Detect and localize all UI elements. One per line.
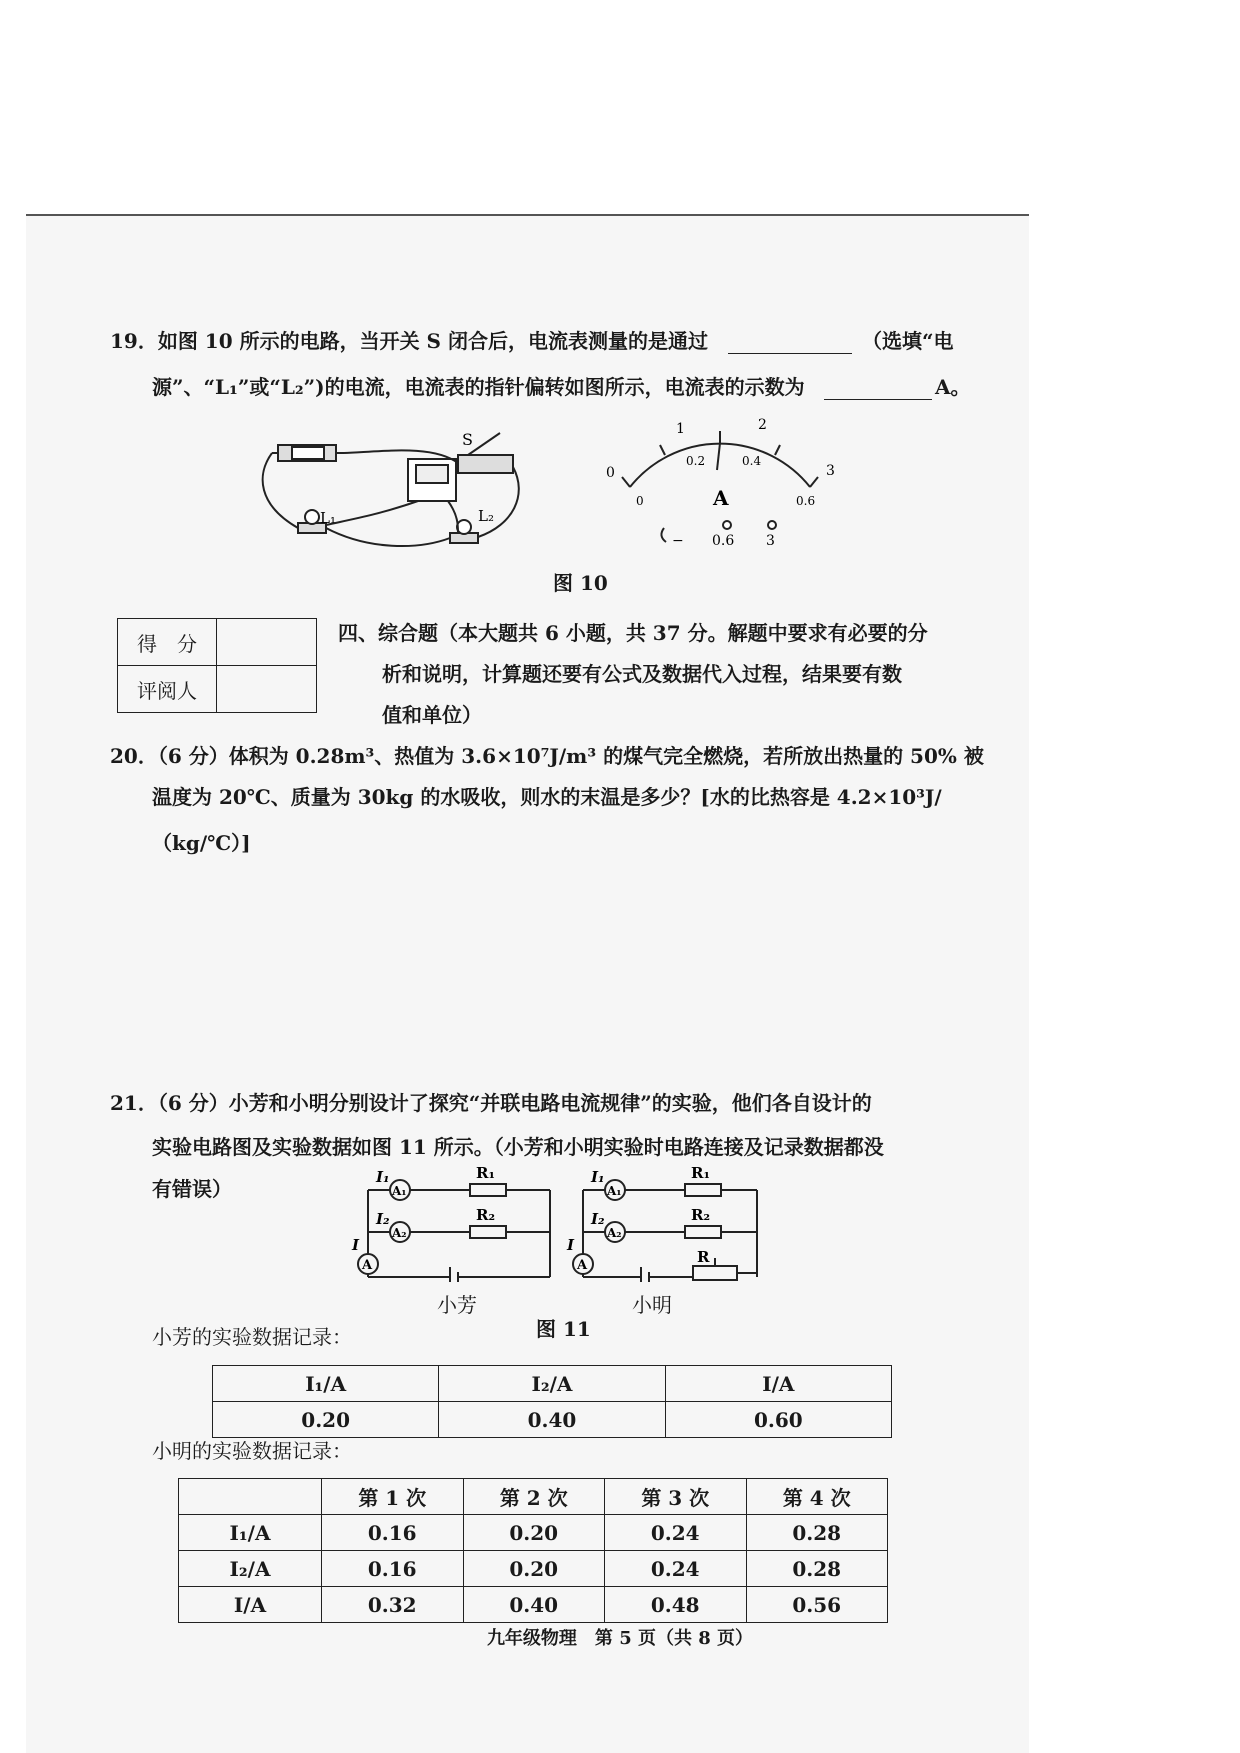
- xm-header-4: 第 4 次: [746, 1479, 888, 1515]
- meter-top-0: 0: [606, 465, 615, 481]
- xiaoming-table-title: 小明的实验数据记录：: [152, 1439, 352, 1463]
- xm-header-2: 第 2 次: [463, 1479, 605, 1515]
- q19-line1: 19．如图 10 所示的电路，当开关 S 闭合后，电流表测量的是通过: [110, 329, 708, 353]
- table-cell: 0.32: [322, 1587, 464, 1623]
- xf-label-a1: A₁: [392, 1184, 407, 1198]
- xm-label-r: R: [697, 1248, 710, 1266]
- table-row: [179, 1587, 888, 1623]
- q20-answer-area[interactable]: [152, 870, 972, 1070]
- xf-label-a: A: [362, 1258, 373, 1273]
- xf-label-i1: I₁: [376, 1168, 390, 1186]
- table-row: [179, 1479, 888, 1515]
- table-cell: 0.56: [746, 1587, 888, 1623]
- fig10-label-l2: L₂: [478, 507, 494, 525]
- q19-answer-blank-2[interactable]: [824, 398, 932, 400]
- ammeter-dial: [600, 415, 840, 555]
- q21-line2: 实验电路图及实验数据如图 11 所示。（小芳和小明实验时电路连接及记录数据都没: [152, 1135, 884, 1159]
- xf-label-a2: A₂: [392, 1226, 407, 1240]
- xm-label-a: A: [577, 1258, 588, 1273]
- section4-line1: 四、综合题（本大题共 6 小题，共 37 分。解题中要求有必要的分: [338, 621, 928, 645]
- xiaofang-table-title: 小芳的实验数据记录：: [152, 1325, 352, 1349]
- table-row: [213, 1366, 892, 1402]
- table-cell: 0.28: [746, 1515, 888, 1551]
- meter-bottom-0: 0: [636, 494, 644, 508]
- xf-header-i: I/A: [665, 1366, 891, 1402]
- fig10-label-s: S: [462, 430, 473, 449]
- xm-label-i: I: [567, 1236, 575, 1254]
- fig10-label-l1: L₁: [320, 509, 336, 527]
- meter-bottom-3: 0.6: [796, 494, 816, 508]
- section4-line3: 值和单位）: [382, 703, 482, 727]
- q19-line1-tail: （选填“电: [862, 329, 954, 353]
- reviewer-label: 评阅人: [118, 666, 217, 713]
- xf-label-i2: I₂: [376, 1210, 390, 1228]
- xiaoming-data-table: [178, 1478, 888, 1623]
- xm-row-label: I₂/A: [179, 1551, 322, 1587]
- q20-line2: 温度为 20℃、质量为 30kg 的水吸收，则水的末温是多少？[水的比热容是 4.2×10³J/: [152, 785, 942, 809]
- meter-bottom-1: 0.2: [686, 454, 706, 468]
- meter-terminal-06: 0.6: [712, 533, 735, 549]
- fig11-name-xiaofang: 小芳: [437, 1293, 477, 1317]
- xf-value-i1: 0.20: [213, 1402, 439, 1438]
- meter-unit: A: [713, 486, 729, 510]
- section4-line2: 析和说明，计算题还要有公式及数据代入过程，结果要有数: [382, 662, 902, 686]
- q20-line1: 20．（6 分）体积为 0.28m³、热值为 3.6×10⁷J/m³ 的煤气完全燃烧，若所放出热量的 50% 被: [110, 744, 984, 768]
- table-cell: 0.16: [322, 1551, 464, 1587]
- q21-line3: 有错误）: [152, 1177, 232, 1201]
- xf-value-i2: 0.40: [439, 1402, 665, 1438]
- table-cell: 0.48: [605, 1587, 747, 1623]
- q19-answer-blank-1[interactable]: [728, 352, 852, 354]
- meter-bottom-2: 0.4: [742, 454, 762, 468]
- q19-line2: 源”、“L₁”或“L₂”)的电流，电流表的指针偏转如图所示，电流表的示数为: [152, 375, 805, 399]
- meter-top-3: 3: [826, 463, 835, 479]
- xm-label-a1: A₁: [607, 1184, 622, 1198]
- table-cell: 0.24: [605, 1515, 747, 1551]
- xf-header-i2: I₂/A: [439, 1366, 665, 1402]
- xm-row-label: I₁/A: [179, 1515, 322, 1551]
- meter-top-2: 2: [758, 417, 767, 433]
- xm-label-i1: I₁: [591, 1168, 605, 1186]
- q21-line1: 21．（6 分）小芳和小明分别设计了探究“并联电路电流规律”的实验，他们各自设计的: [110, 1091, 872, 1115]
- table-cell: 0.40: [463, 1587, 605, 1623]
- xm-header-3: 第 3 次: [605, 1479, 747, 1515]
- table-cell: 0.28: [746, 1551, 888, 1587]
- fig10-circuit-diagram: [258, 425, 528, 560]
- score-label: 得 分: [118, 619, 217, 666]
- score-box: [117, 618, 317, 713]
- table-cell: 0.20: [463, 1551, 605, 1587]
- table-cell: 0.16: [322, 1515, 464, 1551]
- table-row: [179, 1515, 888, 1551]
- table-row: [213, 1402, 892, 1438]
- fig11-circuit-xiaofang: [350, 1162, 560, 1282]
- meter-top-1: 1: [676, 421, 685, 437]
- xiaofang-data-table: [212, 1365, 892, 1438]
- xf-label-r1: R₁: [476, 1164, 496, 1182]
- fig11-circuit-xiaoming: [565, 1162, 765, 1282]
- page-top-border: [26, 214, 1029, 216]
- xf-label-r2: R₂: [476, 1206, 496, 1224]
- xf-value-i: 0.60: [665, 1402, 891, 1438]
- xm-row-label: I/A: [179, 1587, 322, 1623]
- xm-label-i2: I₂: [591, 1210, 605, 1228]
- table-row: [179, 1551, 888, 1587]
- xf-header-i1: I₁/A: [213, 1366, 439, 1402]
- fig11-caption: 图 11: [536, 1317, 591, 1341]
- fig11-name-xiaoming: 小明: [632, 1293, 672, 1317]
- xm-label-a2: A₂: [607, 1226, 622, 1240]
- xm-label-r1: R₁: [691, 1164, 711, 1182]
- fig10-caption: 图 10: [553, 571, 608, 595]
- q19-line2-tail: A。: [935, 375, 971, 399]
- meter-terminal-neg: −: [672, 533, 684, 549]
- score-cell[interactable]: [217, 619, 317, 666]
- xm-header-empty: [179, 1479, 322, 1515]
- xm-header-1: 第 1 次: [322, 1479, 464, 1515]
- page-footer: 九年级物理 第 5 页（共 8 页）: [486, 1628, 754, 1649]
- xm-label-r2: R₂: [691, 1206, 711, 1224]
- meter-terminal-3: 3: [766, 533, 775, 549]
- table-cell: 0.24: [605, 1551, 747, 1587]
- table-cell: 0.20: [463, 1515, 605, 1551]
- xf-label-i: I: [352, 1236, 360, 1254]
- q20-line3: （kg/℃）]: [152, 831, 251, 855]
- reviewer-cell[interactable]: [217, 666, 317, 713]
